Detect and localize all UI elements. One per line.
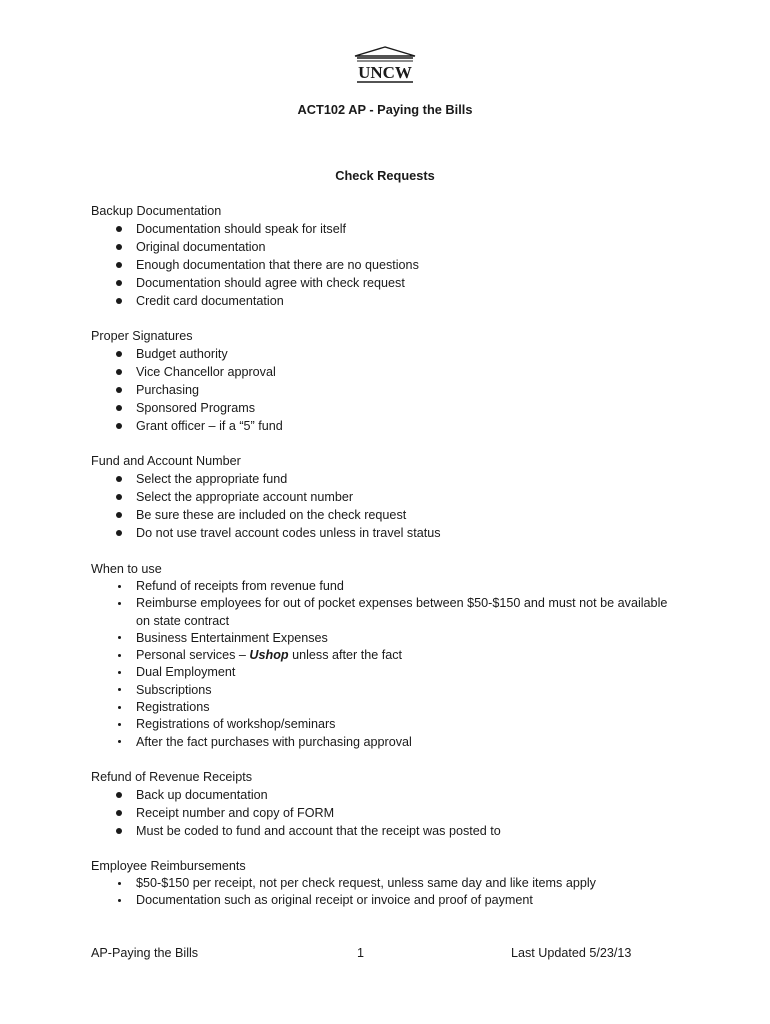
- list-item: Enough documentation that there are no questions: [136, 258, 419, 272]
- list-item: Registrations: [136, 700, 210, 715]
- footer-document-name: AP-Paying the Bills: [91, 946, 199, 960]
- list-item: Select the appropriate account number: [136, 490, 354, 504]
- list-item: Credit card documentation: [136, 294, 284, 308]
- list-item: Receipt number and copy of FORM: [136, 806, 335, 820]
- list-item: Be sure these are included on the check request: [136, 508, 407, 522]
- section-heading: Fund and Account Number: [91, 454, 241, 468]
- list-item: Do not use travel account codes unless in travel status: [136, 526, 441, 540]
- list-item: Documentation should speak for itself: [136, 222, 347, 236]
- ushop-emphasis: Ushop: [249, 648, 289, 663]
- section-heading: Backup Documentation: [91, 204, 222, 218]
- list-item: Select the appropriate fund: [136, 472, 288, 486]
- section-title: Check Requests: [335, 168, 435, 183]
- list-item: Vice Chancellor approval: [136, 365, 276, 379]
- section-heading: Employee Reimbursements: [91, 859, 246, 873]
- list-item: Must be coded to fund and account that the receipt was posted to: [136, 824, 501, 838]
- document-title: ACT102 AP - Paying the Bills: [297, 102, 473, 117]
- section-fund-account-number: [91, 452, 701, 542]
- list-item: Budget authority: [136, 347, 228, 361]
- list-item: Dual Employment: [136, 665, 236, 680]
- list-item: Refund of receipts from revenue fund: [136, 579, 344, 593]
- list-item: Original documentation: [136, 240, 266, 254]
- footer-last-updated: Last Updated 5/23/13: [511, 946, 632, 960]
- section-heading: Refund of Revenue Receipts: [91, 770, 253, 784]
- section-proper-signatures: [91, 327, 701, 435]
- list-item: Business Entertainment Expenses: [136, 630, 328, 645]
- list-item: Subscriptions: [136, 682, 212, 697]
- list-item: Purchasing: [136, 383, 200, 397]
- footer-page-number: 1: [357, 946, 365, 960]
- list-item: Grant officer – if a “5” fund: [136, 419, 283, 433]
- list-item: Sponsored Programs: [136, 401, 256, 415]
- section-backup-documentation: [91, 202, 701, 310]
- list-item: After the fact purchases with purchasing approval: [136, 734, 412, 749]
- list-item: Personal services – Ushop unless after the fact: [136, 648, 403, 663]
- list-item: Back up documentation: [136, 788, 268, 802]
- list-item-continuation: on state contract: [136, 613, 230, 628]
- section-heading: Proper Signatures: [91, 329, 193, 343]
- list-item: Reimburse employees for out of pocket expenses between $50-$150 and must not be available: [136, 596, 668, 611]
- list-item: Documentation such as original receipt or invoice and proof of payment: [136, 893, 533, 908]
- logo-wordmark: UNCW: [358, 63, 412, 82]
- section-refund-revenue-receipts: [91, 768, 701, 840]
- section-employee-reimbursements: [91, 857, 701, 910]
- uncw-logo: [353, 46, 417, 86]
- list-item: $50-$150 per receipt, not per check request, unless same day and like items apply: [136, 876, 596, 890]
- section-heading: When to use: [91, 562, 162, 576]
- list-item: Documentation should agree with check request: [136, 276, 405, 290]
- section-when-to-use: [91, 560, 701, 751]
- list-item: Registrations of workshop/seminars: [136, 717, 336, 732]
